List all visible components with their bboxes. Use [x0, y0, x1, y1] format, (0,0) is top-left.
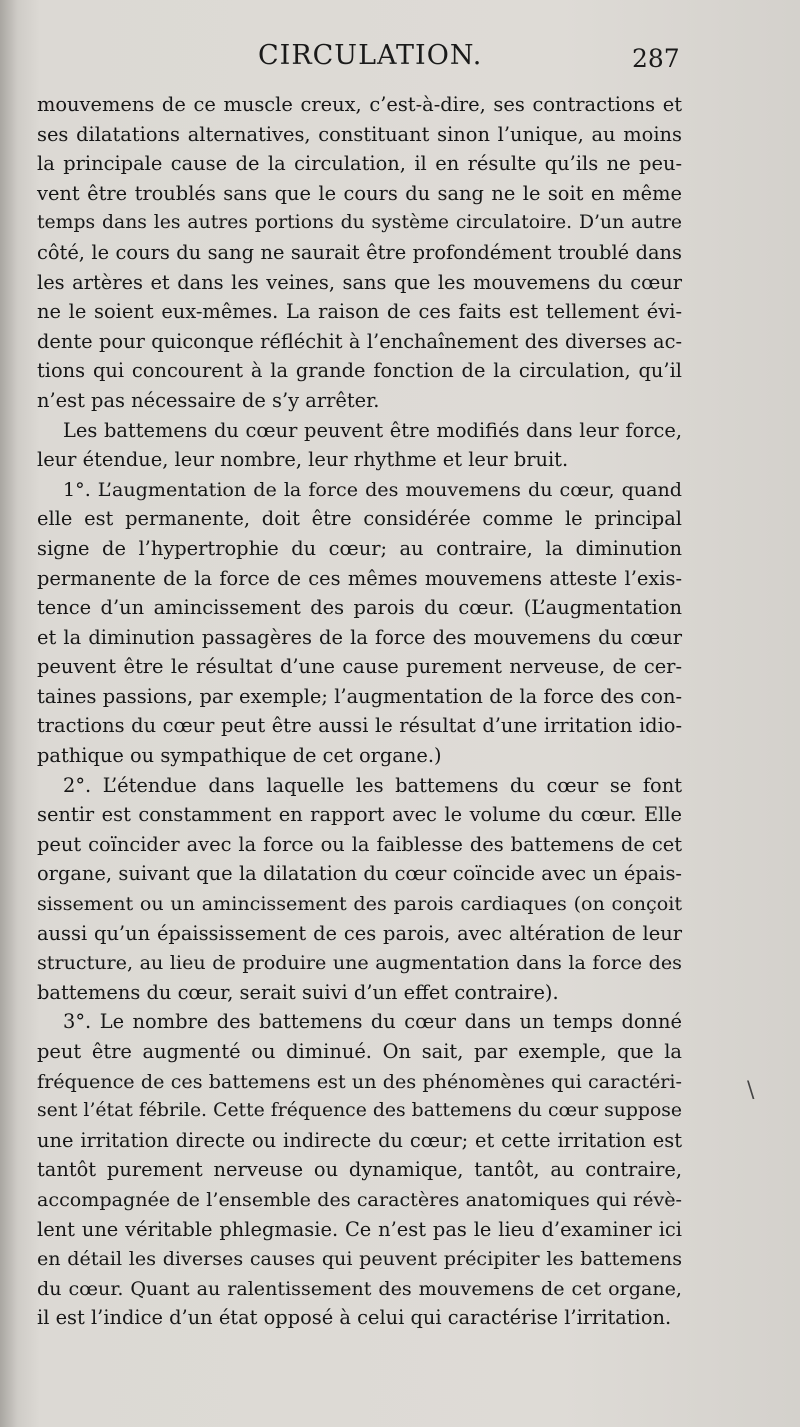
text-line: tantôt purement nerveuse ou dynamique, tantôt, au contraire, — [37, 1158, 682, 1182]
text-line: Les battemens du cœur peuvent être modifiés dans leur force, — [63, 418, 682, 442]
text-line: 1°. L’augmentation de la force des mouvemens du cœur, quand — [63, 477, 682, 501]
text-line: tions qui concourent à la grande fonction de la circulation, qu’il — [37, 359, 682, 383]
text-line: les artères et dans les veines, sans que les mouvemens du cœur — [37, 270, 682, 294]
page-number: 287 — [632, 44, 680, 73]
text-line: organe, suivant que la dilatation du cœur coïncide avec un épais- — [37, 862, 682, 886]
text-line: fréquence de ces battemens est un des phénomènes qui caractéri- — [37, 1069, 682, 1093]
text-line: elle est permanente, doit être considérée comme le principal — [37, 507, 682, 531]
text-line: tractions du cœur peut être aussi le résultat d’une irritation idio- — [37, 714, 682, 738]
text-line: aussi qu’un épaississement de ces parois, avec altération de leur — [37, 921, 682, 945]
text-line: et la diminution passagères de la force des mouvemens du cœur — [37, 625, 682, 649]
text-line: peuvent être le résultat d’une cause purement nerveuse, de cer- — [37, 655, 682, 679]
text-line: dente pour quiconque réfléchit à l’enchaînement des diverses ac- — [37, 329, 682, 353]
text-line: tence d’un amincissement des parois du cœur. (L’augmentation — [37, 596, 682, 620]
text-line: en détail les diverses causes qui peuvent précipiter les battemens — [37, 1247, 682, 1271]
text-line: n’est pas nécessaire de s’y arrêter. — [37, 388, 380, 412]
text-line: mouvemens de ce muscle creux, c’est-à-dire, ses contractions et — [37, 93, 682, 116]
text-line: signe de l’hypertrophie du cœur; au contraire, la diminution — [37, 536, 682, 560]
text-line: battemens du cœur, serait suivi d’un effet contraire). — [37, 980, 559, 1004]
body-text — [37, 90, 682, 1333]
text-line: ne le soient eux-mêmes. La raison de ces faits est tellement évi- — [37, 300, 682, 324]
text-line: lent une véritable phlegmasie. Ce n’est pas le lieu d’examiner ici — [37, 1217, 682, 1241]
text-line: une irritation directe ou indirecte du cœur; et cette irritation est — [37, 1128, 682, 1152]
margin-mark: \ — [747, 1078, 755, 1103]
text-line: côté, le cours du sang ne saurait être profondément troublé dans — [37, 240, 682, 264]
page-header — [0, 40, 800, 84]
text-line: peut être augmenté ou diminué. On sait, par exemple, que la — [37, 1040, 682, 1063]
text-line: temps dans les autres portions du système circulatoire. D’un autre — [37, 212, 682, 234]
text-line: peut coïncider avec la force ou la faiblesse des battemens de cet — [37, 832, 682, 856]
text-line: taines passions, par exemple; l’augmentation de la force des con- — [37, 684, 682, 708]
text-line: la principale cause de la circulation, il en résulte qu’ils ne peu- — [37, 152, 682, 176]
text-line: leur étendue, leur nombre, leur rhythme et leur bruit. — [37, 448, 569, 472]
text-line: vent être troublés sans que le cours du sang ne le soit en même — [37, 181, 682, 205]
text-line: structure, au lieu de produire une augmentation dans la force des — [37, 951, 682, 975]
text-line: pathique ou sympathique de cet organe.) — [37, 744, 442, 768]
text-line: il est l’indice d’un état opposé à celui qui caractérise l’irritation. — [37, 1306, 672, 1330]
text-line: du cœur. Quant au ralentissement des mouvemens de cet organe, — [37, 1276, 682, 1300]
text-line: ses dilatations alternatives, constituant sinon l’unique, au moins — [37, 122, 682, 146]
text-line: sissement ou un amincissement des parois cardiaques (on conçoit — [37, 892, 682, 916]
text-line: 3°. Le nombre des battemens du cœur dans un temps donné — [63, 1010, 682, 1034]
text-line: sentir est constamment en rapport avec le volume du cœur. Elle — [37, 803, 682, 827]
running-title: CIRCULATION. — [258, 40, 483, 71]
text-line: sent l’état fébrile. Cette fréquence des battemens du cœur suppose — [37, 1100, 682, 1122]
text-line: accompagnée de l’ensemble des caractères anatomiques qui révè- — [37, 1187, 682, 1211]
text-line: permanente de la force de ces mêmes mouvemens atteste l’exis- — [37, 566, 682, 590]
text-line: 2°. L’étendue dans laquelle les battemens du cœur se font — [63, 773, 682, 797]
